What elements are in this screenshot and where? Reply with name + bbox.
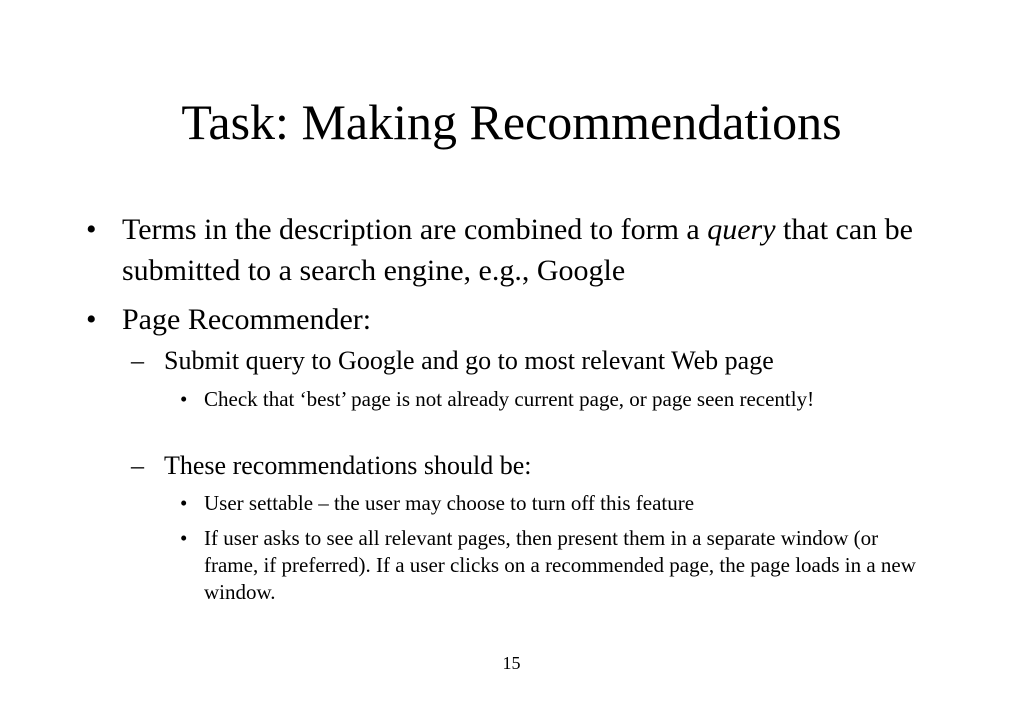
bullet-text-start: Terms in the description are combined to form a — [122, 213, 708, 246]
page-number: 15 — [502, 653, 521, 673]
bullet-marker: • — [86, 303, 97, 336]
bullet-item-query — [122, 209, 962, 291]
sub-sub-bullet-user-settable: User settable – the user may choose to turn off this feature — [204, 491, 695, 515]
small-bullet-marker: • — [180, 387, 188, 411]
sub-bullet-recommendations: These recommendations should be: — [164, 451, 532, 480]
slide-title: Task: Making Recommendations — [181, 94, 842, 150]
dash-marker: – — [131, 451, 144, 480]
bullet-marker: • — [86, 213, 97, 246]
dash-marker: – — [131, 346, 144, 375]
small-bullet-marker: • — [180, 491, 188, 515]
bullet-text-end: that can be submitted to a search engine, e.g., Google — [122, 213, 913, 287]
query-emphasis: query — [707, 213, 776, 246]
small-bullet-marker: • — [180, 526, 188, 550]
sub-sub-bullet-check-best-page: Check that ‘best’ page is not already current page, or page seen recently! — [204, 387, 815, 411]
sub-sub-bullet-relevant-pages: If user asks to see all relevant pages, then present them in a separate window (or frame, if preferred). If a user clicks on a recommended page, the page loads in a new window. — [204, 526, 916, 604]
bullet-item-page-recommender: Page Recommender: — [122, 303, 372, 336]
sub-bullet-submit-query: Submit query to Google and go to most relevant Web page — [164, 346, 774, 375]
